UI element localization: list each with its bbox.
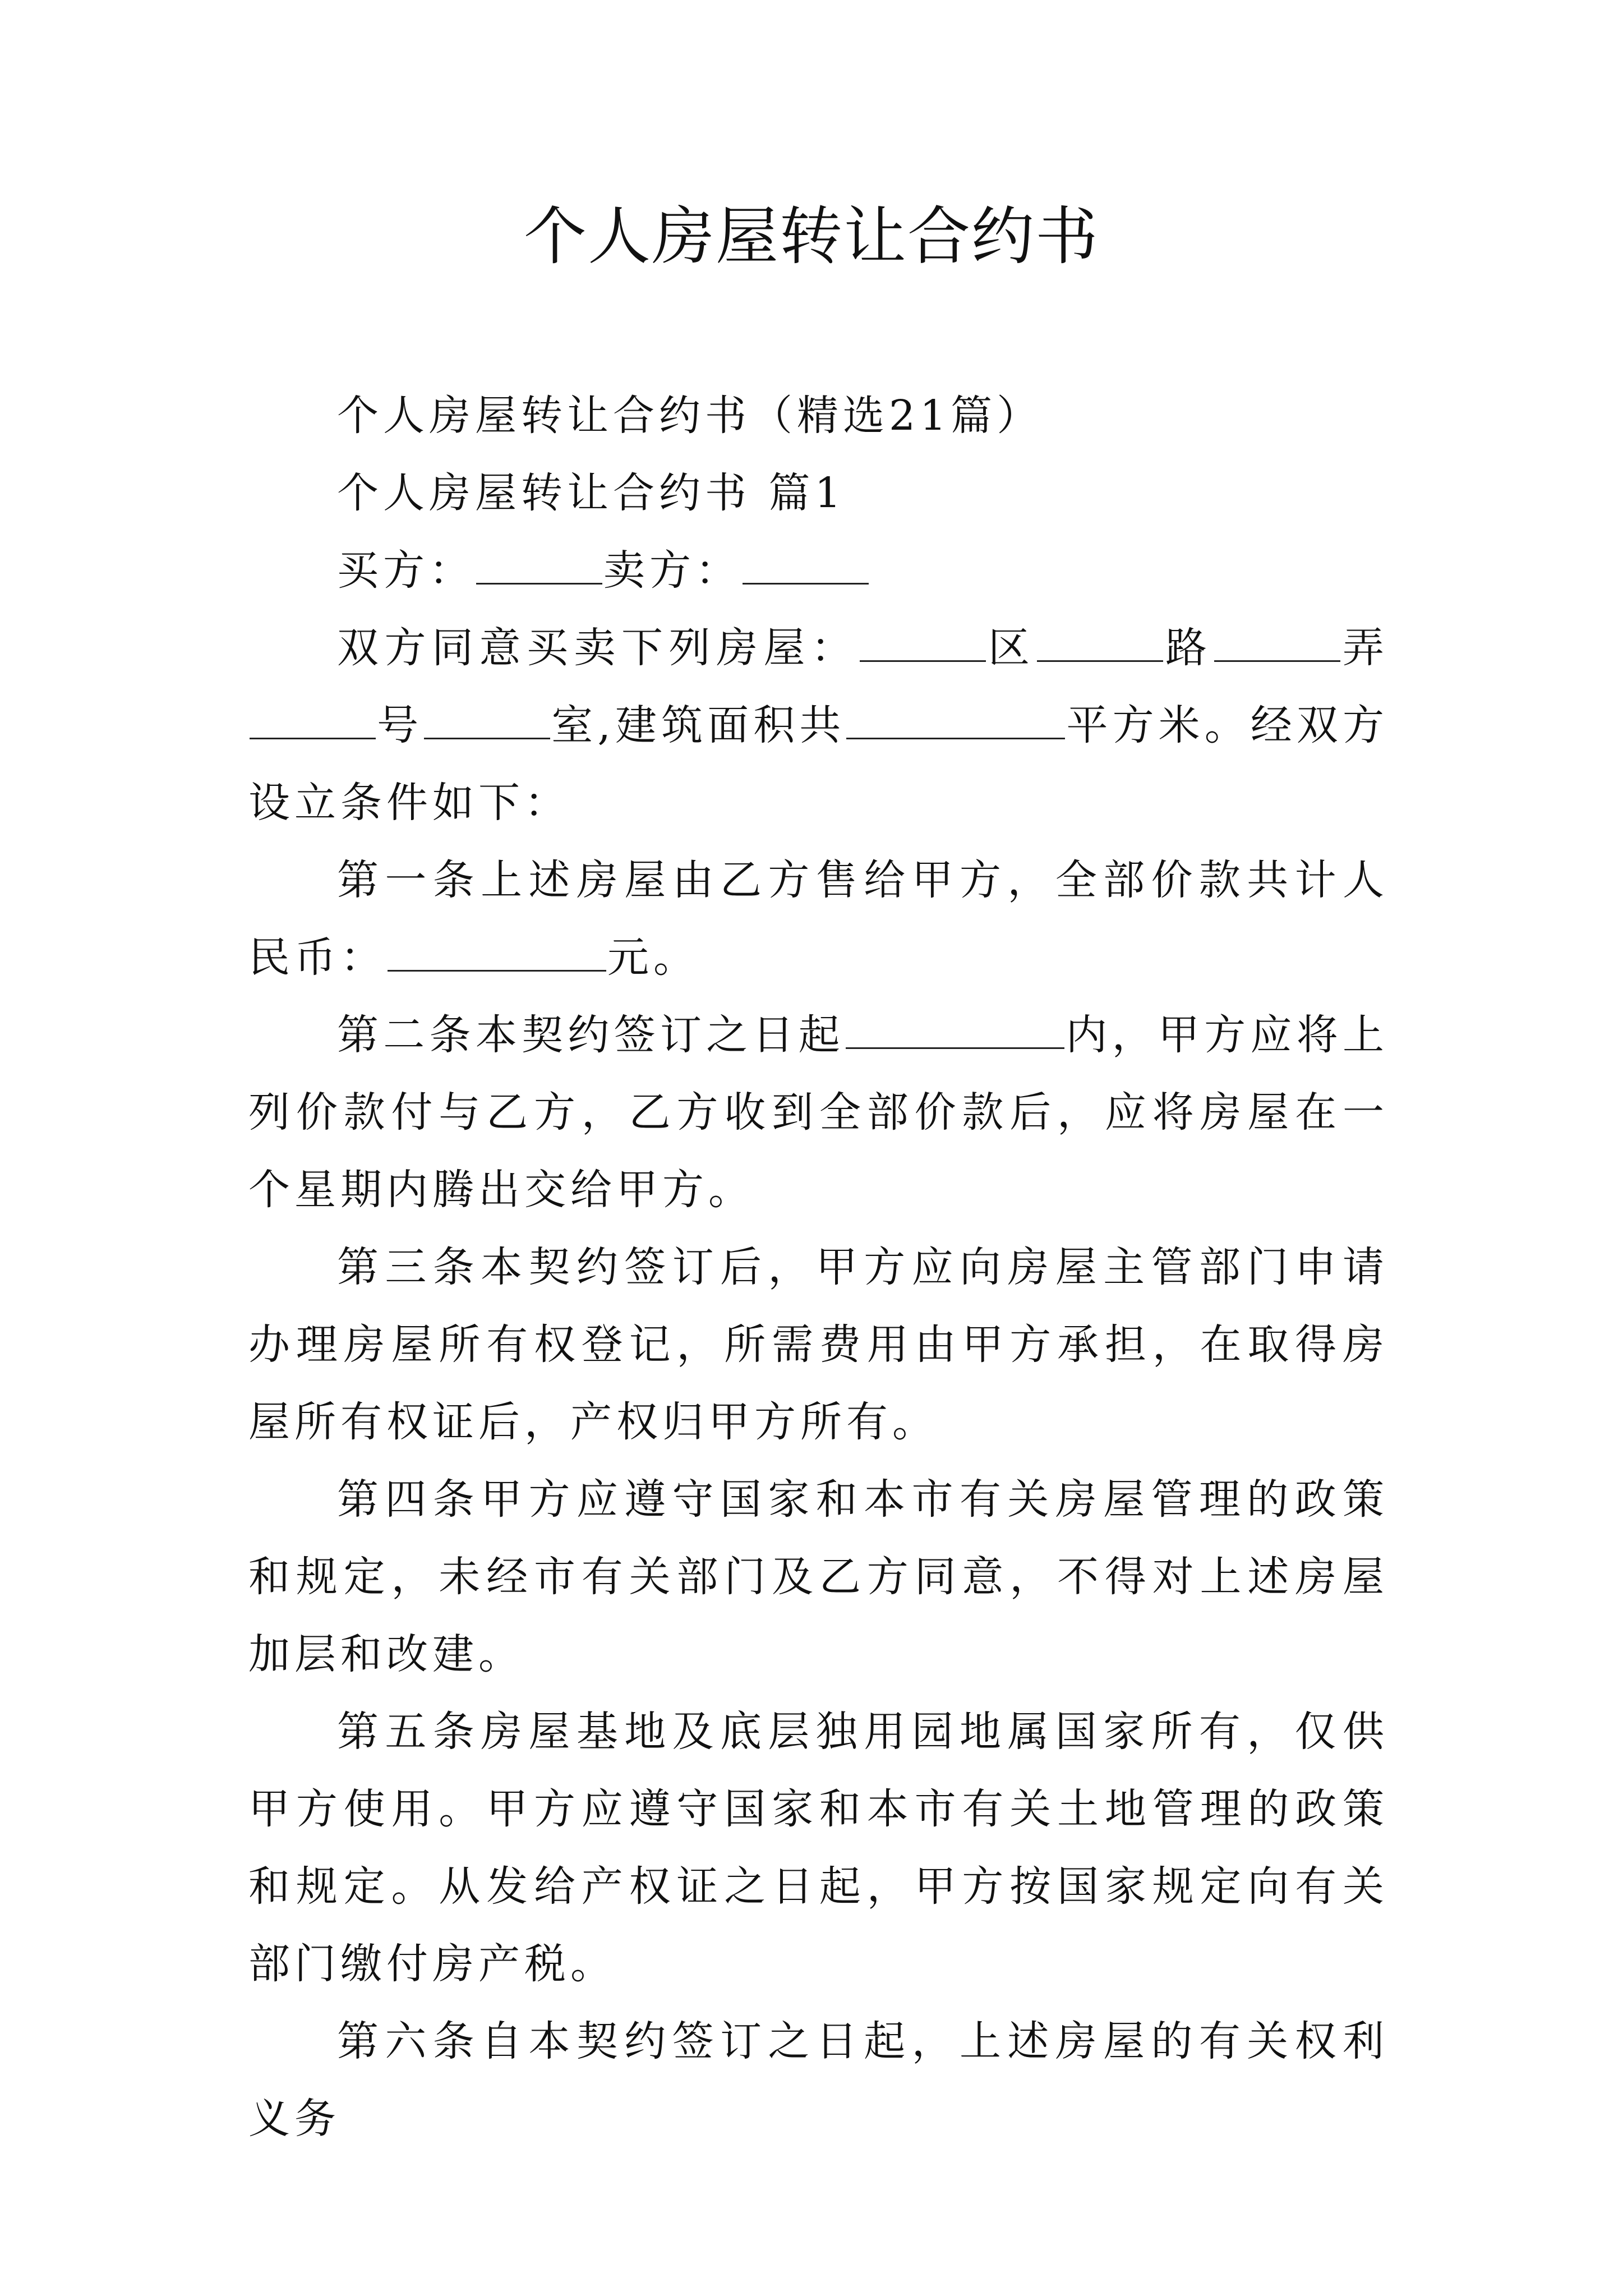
seller-label: 卖方： (603, 546, 741, 595)
section-heading: 个人房屋转让合约书 篇1 (337, 469, 846, 517)
article-5: 第五条房屋基地及底层独用园地属国家所有，仅供甲方使用。甲方应遵守国家和本市有关土地管理的政策和规定。从发给产权证之日起，甲方按国家规定向有关部门缴付房产税。 (248, 1708, 1389, 1988)
buyer-name-blank (476, 578, 602, 585)
parties-line (248, 532, 1389, 609)
document-title: 个人房屋转让合约书 (524, 200, 1099, 273)
district-blank (860, 656, 986, 662)
article-2 (248, 996, 1389, 1228)
article-1 (248, 841, 1389, 996)
document-body (248, 377, 1389, 2157)
road-blank (1037, 656, 1163, 662)
property-intro: 双方同意买卖下列房屋： (337, 624, 859, 672)
payment-period-blank (846, 1043, 1064, 1049)
article-1-unit: 元。 (607, 933, 699, 982)
price-blank (388, 965, 606, 972)
area-blank (846, 733, 1065, 739)
district-label: 区 (986, 624, 1036, 672)
article-6: 第六条自本契约签订之日起，上述房屋的有关权利义务 (248, 2017, 1389, 2143)
lane-blank (1214, 656, 1340, 662)
room-blank (424, 733, 550, 739)
road-label: 路 (1164, 624, 1213, 672)
article-4: 第四条甲方应遵守国家和本市有关房屋管理的政策和规定，未经市有关部门及乙方同意，不得对上述房屋加层和改建。 (248, 1475, 1389, 1678)
number-blank (250, 733, 376, 739)
article-1-text: 第一条上述房屋由乙方售给甲方，全部价款共计人民币： (248, 856, 1389, 982)
lane-label: 弄 (1341, 624, 1389, 672)
seller-name-blank (743, 578, 869, 585)
room-label: 室,建筑面积共 (551, 701, 846, 749)
number-label: 号 (377, 701, 423, 749)
article-2-start: 第二条本契约签订之日起 (337, 1011, 845, 1059)
buyer-label: 买方： (337, 546, 475, 595)
document-subtitle: 个人房屋转让合约书（精选21篇） (337, 392, 1043, 440)
property-description (248, 609, 1389, 841)
article-3: 第三条本契约签订后，甲方应向房屋主管部门申请办理房屋所有权登记，所需费用由甲方承担，在取得房屋所有权证后，产权归甲方所有。 (248, 1243, 1389, 1446)
article-2-rest: 内，甲方应将上列价款付与乙方，乙方收到全部价款后，应将房屋在一个星期内腾出交给甲方。 (248, 1011, 1389, 1214)
area-unit: 平方米。经双方设立条件如下： (248, 701, 1389, 827)
